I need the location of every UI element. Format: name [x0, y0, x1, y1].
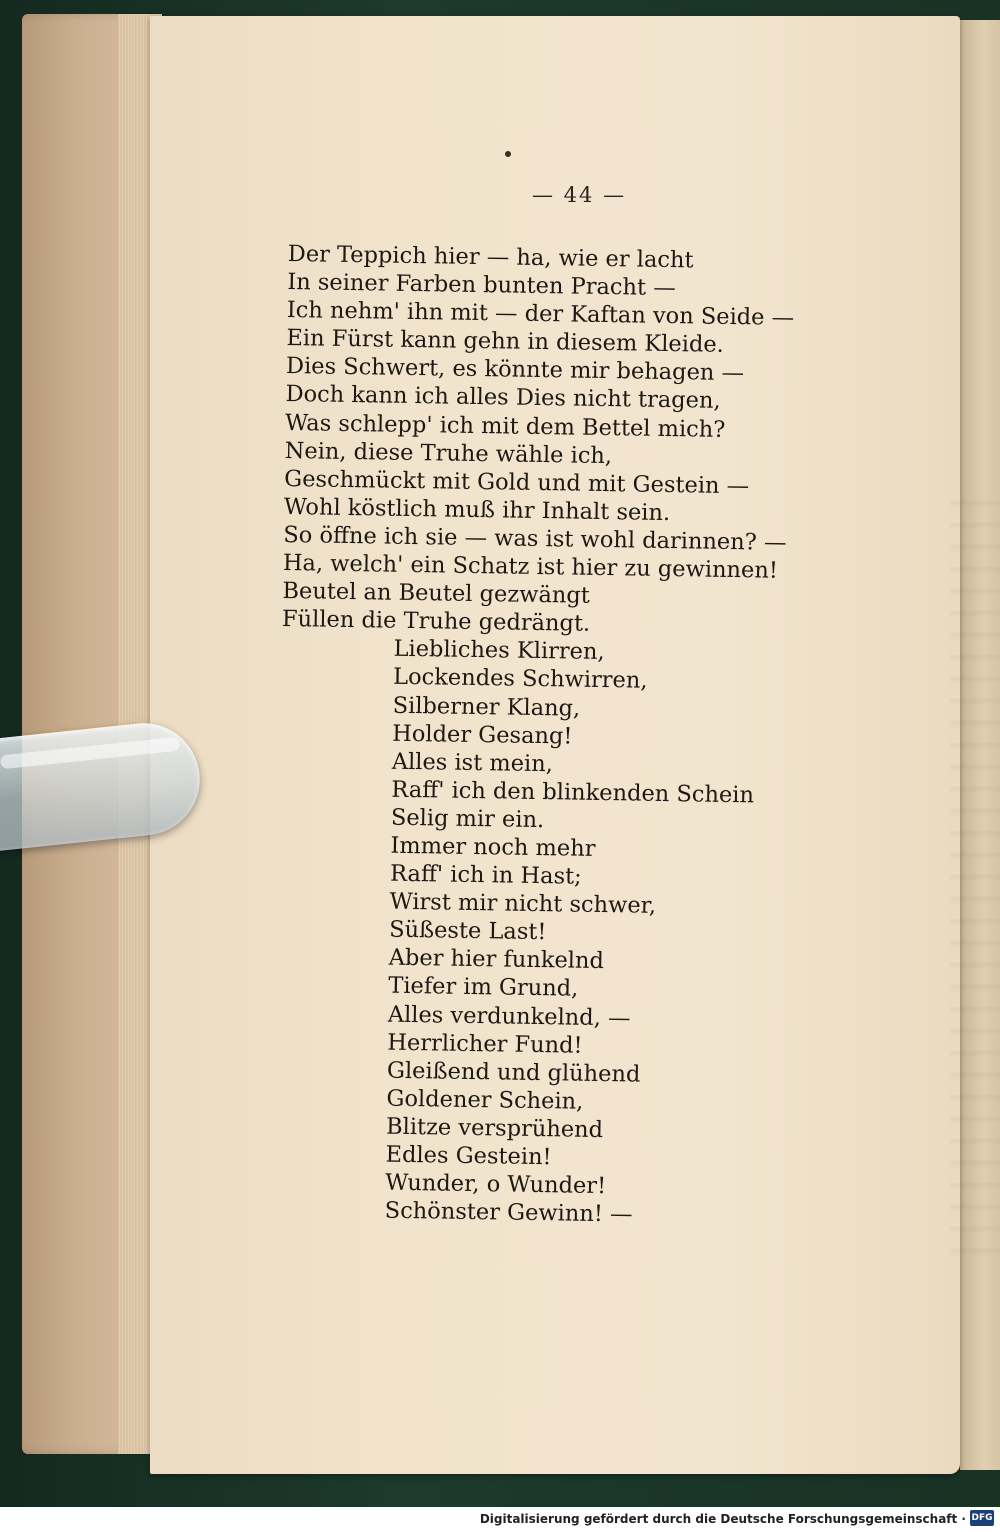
poem-line: Alles verdunkelnd, —	[387, 1001, 631, 1032]
poem-line: Blitze versprühend	[385, 1113, 604, 1143]
footer-credit: Digitalisierung gefördert durch die Deutsche Forschungsgemeinschaft ·	[479, 1512, 966, 1526]
poem-line: Goldener Schein,	[386, 1085, 584, 1115]
poem-line: Doch kann ich alles Dies nicht tragen,	[285, 381, 721, 415]
poem-line: Ha, welch' ein Schatz ist hier zu gewinnen!	[282, 549, 779, 584]
poem-line: In seiner Farben bunten Pracht —	[287, 269, 676, 302]
poem-line: Edles Gestein!	[385, 1141, 552, 1171]
bleed-through-text	[950, 486, 1000, 1266]
poem-line: Wirst mir nicht schwer,	[389, 888, 657, 920]
poem-line: Schönster Gewinn! —	[384, 1197, 633, 1228]
poem-line: Raff' ich den blinkenden Schein	[391, 776, 755, 809]
poem-line: Dies Schwert, es könnte mir behagen —	[285, 353, 745, 387]
poem-line: Alles ist mein,	[391, 748, 554, 777]
page-number: — 44 —	[532, 183, 627, 207]
poem-line: Tiefer im Grund,	[388, 973, 579, 1003]
poem-line: Füllen die Truhe gedrängt.	[281, 606, 591, 638]
poem-line: Immer noch mehr	[390, 832, 596, 862]
poem-line: Süßeste Last!	[388, 916, 547, 946]
poem-line: Ich nehm' ihn mit — der Kaftan von Seide —	[286, 297, 795, 332]
poem-line: Holder Gesang!	[392, 720, 573, 750]
poem-text	[273, 240, 928, 1233]
poem-line: Wohl köstlich muß ihr Inhalt sein.	[283, 493, 671, 526]
dfg-logo: DFG	[970, 1510, 994, 1526]
poem-line: Wunder, o Wunder!	[384, 1169, 607, 1200]
poem-line: Was schlepp' ich mit dem Bettel mich?	[284, 409, 726, 443]
poem-line: Geschmückt mit Gold und mit Gestein —	[284, 465, 750, 500]
ink-speck	[505, 151, 511, 157]
poem-line: Silberner Klang,	[392, 692, 581, 722]
poem-line: Raff' ich in Hast;	[389, 860, 582, 890]
poem-line: Der Teppich hier — ha, wie er lacht	[287, 240, 694, 274]
poem-line: Ein Fürst kann gehn in diesem Kleide.	[286, 325, 724, 359]
poem-line: Lockendes Schwirren,	[392, 664, 648, 695]
poem-line: Liebliches Klirren,	[393, 636, 605, 666]
poem-line: Nein, diese Truhe wähle ich,	[284, 437, 613, 469]
poem-line: Selig mir ein.	[390, 804, 545, 833]
poem-line: Beutel an Beutel gezwängt	[282, 578, 590, 609]
poem-line: Aber hier funkelnd	[388, 945, 605, 975]
poem-line: Herrlicher Fund!	[387, 1029, 583, 1059]
poem-line: Gleißend und glühend	[386, 1057, 641, 1088]
poem-line: So öffne ich sie — was ist wohl darinnen? —	[283, 521, 787, 556]
